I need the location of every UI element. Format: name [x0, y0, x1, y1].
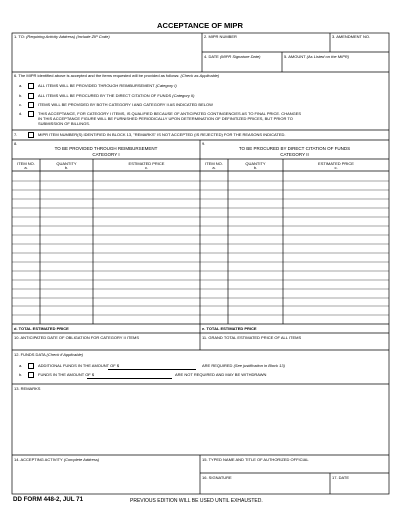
block8-heading-2: CATEGORY I [92, 151, 120, 157]
b9-col-item-no-sub: a. [212, 165, 216, 170]
option-a-letter: a. [19, 83, 23, 88]
grand-total-label: 11. GRAND TOTAL ESTIMATED PRICE OF ALL ITEMS [202, 335, 302, 340]
obligation-date-field[interactable] [13, 341, 199, 349]
obligation-date-label: 10. ANTICIPATED DATE OF OBLIGATION FOR CATEGORY II ITEMS [14, 335, 140, 340]
block9-heading-1: TO BE PROCURED BY DIRECT CITATION OF FUNDS [238, 146, 351, 151]
category-i-total-field[interactable] [93, 325, 199, 332]
option-d-letter: d. [19, 111, 23, 116]
option-b-note: (Category II) [172, 93, 195, 98]
mipr-number-label: 2. MIPR NUMBER [204, 34, 237, 39]
category-i-total-label: d. TOTAL ESTIMATED PRICE [14, 325, 69, 331]
date-label-note: (MIPR Signature Date) [219, 54, 261, 59]
accepting-activity-field[interactable] [13, 464, 199, 493]
b8-col-quantity-sub: b. [64, 165, 69, 170]
option-d-line-2: IN THIS ACCEPTANCE FIGURE WILL BE FURNISHED PERIODICALLY UPON DETERMINATION OF DEFINITIZED PRICES, BUT PRIOR TO [38, 116, 293, 121]
date-label [204, 55, 260, 59]
date-label-text: 4. DATE [204, 54, 219, 59]
category-ii-total-label: e. TOTAL ESTIMATED PRICE [202, 325, 257, 331]
block7-text: MIPR ITEM NUMBER(S) IDENTIFIED IN BLOCK 13, "REMARKS" IS NOT ACCEPTED (IS REJECTED) FOR THE REASONS INDICATED. [38, 132, 286, 137]
block1-label [14, 35, 110, 39]
block8-heading-1: TO BE PROVIDED THROUGH REIMBURSEMENT [54, 146, 158, 151]
block9-number: 9. [202, 141, 206, 146]
option-b-letter: b. [19, 93, 23, 98]
signature-field[interactable] [201, 482, 329, 493]
funds-a-letter: a. [19, 363, 23, 368]
category-ii-total-field[interactable] [283, 325, 388, 332]
additional-funds-required: ARE REQUIRED [202, 363, 233, 368]
block1-note: (Requiring Activity Address) (Include ZIP Code) [26, 34, 110, 39]
additional-funds-checkbox[interactable] [28, 363, 34, 369]
block6-note: (Check as Applicable) [180, 73, 220, 78]
additional-funds-amount-input[interactable] [108, 369, 196, 370]
previous-edition-note: PREVIOUS EDITION WILL BE USED UNTIL EXHAUSTED. [130, 497, 263, 504]
funds-b-letter: b. [19, 372, 23, 377]
to-address-field[interactable] [13, 41, 201, 71]
funds-data-text: 12. FUNDS DATA [14, 352, 46, 357]
option-d-line-1: THIS ACCEPTANCE, FOR CATEGORY I ITEMS, IS QUALIFIED BECAUSE OF ANTICIPATED CONTINGENCIES AS TO FINAL PRICE. CHANGES [38, 111, 302, 116]
b8-col-estimated-price: ESTIMATED PRICE [128, 161, 165, 166]
remarks-label: 13. REMARKS [14, 386, 41, 391]
option-d-line-3: SUBMISSION OF BILLINGS. [38, 121, 91, 126]
amount-field[interactable] [283, 61, 388, 71]
signature-date-field[interactable] [331, 482, 388, 493]
form-title: ACCEPTANCE OF MIPR [157, 21, 243, 30]
category-i-checkbox[interactable] [28, 83, 34, 89]
additional-funds-justification: (See justification in Block 13) [233, 363, 285, 368]
both-categories-checkbox[interactable] [28, 102, 34, 108]
authorized-official-label: 15. TYPED NAME AND TITLE OF AUTHORIZED OFFICIAL [202, 457, 309, 462]
additional-funds-tail [202, 364, 285, 368]
block7-number: 7. [14, 132, 18, 137]
signature-label: 16. SIGNATURE [202, 475, 232, 480]
funds-data-note: (Check if Applicable) [46, 352, 84, 357]
grand-total-field[interactable] [201, 341, 388, 349]
signature-date-label: 17. DATE [332, 475, 350, 480]
form-number: DD FORM 448-2, JUL 71 [13, 496, 84, 503]
option-a-note: (Category I) [155, 83, 177, 88]
funds-not-required-checkbox[interactable] [28, 372, 34, 378]
mipr-number-field[interactable] [203, 41, 329, 51]
b8-col-item-no: ITEM NO. [17, 161, 35, 166]
block9-heading-2: CATEGORY II [280, 151, 309, 157]
b9-col-item-no: ITEM NO. [205, 161, 223, 166]
option-c-letter: c. [19, 102, 23, 107]
b9-col-quantity-sub: b. [253, 165, 258, 170]
b8-col-estimated-price-sub: c. [144, 165, 149, 170]
b9-col-quantity: QUANTITY [245, 161, 266, 166]
authorized-official-field[interactable] [201, 464, 388, 472]
amount-label-text: 5. AMOUNT [284, 54, 306, 59]
category-ii-items-table[interactable] [201, 172, 388, 323]
additional-funds-text: ADDITIONAL FUNDS IN THE AMOUNT OF $ [38, 363, 120, 368]
date-field[interactable] [203, 61, 281, 71]
amendment-no-label: 3. AMENDMENT NO. [332, 34, 371, 39]
qualified-acceptance-checkbox[interactable] [28, 111, 34, 117]
b9-col-estimated-price-sub: c. [334, 165, 338, 170]
b8-col-quantity: QUANTITY [56, 161, 77, 166]
accepting-activity-text: 14. ACCEPTING ACTIVITY [14, 457, 63, 462]
block8-number: 8. [14, 141, 18, 146]
block6-text: 6. The MIPR identified above is accepted and the items requested will be provided as follows: [14, 73, 180, 78]
b9-col-estimated-price: ESTIMATED PRICE [318, 161, 354, 166]
category-ii-checkbox[interactable] [28, 93, 34, 99]
option-b-text [38, 94, 195, 98]
option-a-text [38, 84, 177, 88]
amount-label [284, 55, 349, 59]
accepting-activity-note: (Complete Address) [63, 457, 100, 462]
funds-data-label [14, 353, 83, 357]
block1-number: 1. TO: [14, 34, 25, 39]
block6-label [14, 74, 219, 78]
b8-col-item-no-sub: a. [24, 165, 28, 170]
funds-not-required-text: FUNDS IN THE AMOUNT OF $ [38, 372, 95, 377]
amount-label-note: (As Listed on the MIPR) [306, 54, 350, 59]
funds-not-required-amount-input[interactable] [87, 378, 172, 379]
option-a-label: ALL ITEMS WILL BE PROVIDED THROUGH REIMBURSEMENT [38, 83, 155, 88]
category-i-items-table[interactable] [13, 172, 199, 323]
funds-not-required-tail: ARE NOT REQUIRED AND MAY BE WITHDRAWN [175, 372, 267, 377]
items-rejected-checkbox[interactable] [28, 132, 34, 138]
remarks-field[interactable] [13, 393, 388, 454]
accepting-activity-label [14, 458, 99, 462]
option-c-label: ITEMS WILL BE PROVIDED BY BOTH CATEGORY I AND CATEGORY II AS INDICATED BELOW [38, 102, 213, 107]
option-b-label: ALL ITEMS WILL BE PROCURED BY THE DIRECT CITATION OF FUNDS [38, 93, 172, 98]
amendment-no-field[interactable] [331, 41, 388, 51]
